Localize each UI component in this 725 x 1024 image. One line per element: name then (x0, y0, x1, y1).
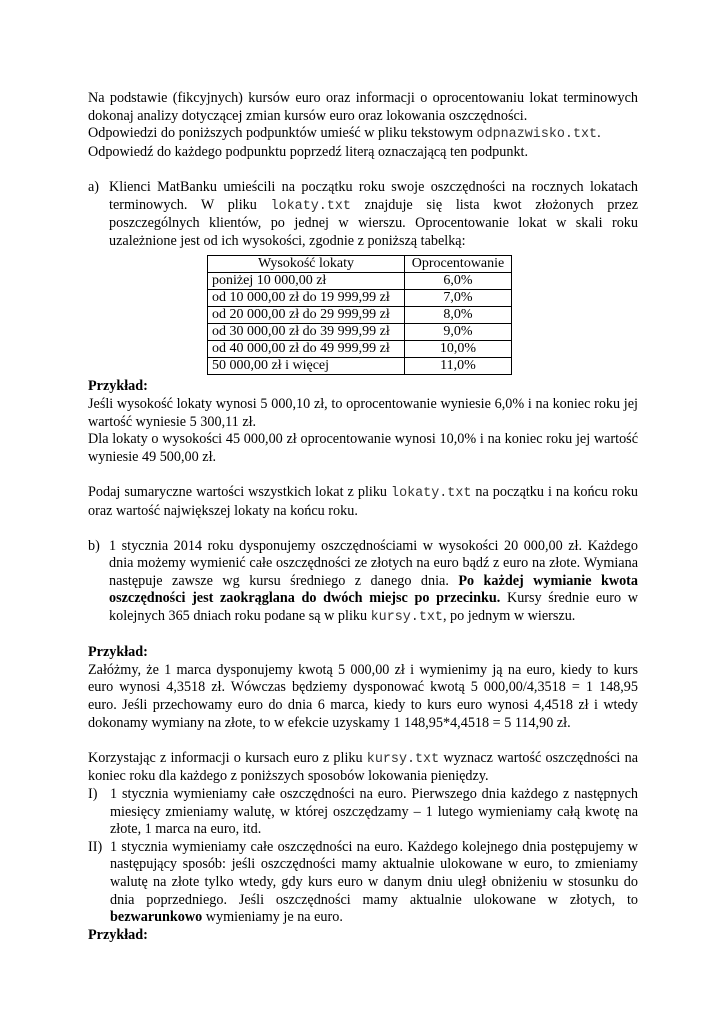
task-b-method-2 (88, 839, 638, 927)
table-header-amount: Wysokość lokaty (208, 256, 405, 273)
task-b-question-text-cont: wyznacz wartość oszczędności na koniec roku dla każdego z poniższych sposobów lokowania pieniędzy. (88, 749, 638, 785)
task-a-label: a) (88, 178, 100, 195)
method-2-bold-word: bezwarunkowo (110, 909, 203, 926)
task-b-label: b) (88, 537, 100, 554)
task-b-example-heading-2 (88, 927, 638, 945)
answer-filename: odpnazwisko.txt (476, 127, 598, 143)
table-row (208, 273, 512, 290)
table-cell-amount: 50 000,00 zł i więcej (208, 358, 405, 375)
table-row (208, 307, 512, 324)
example-heading-text: Przykład: (88, 926, 148, 943)
example-heading-text: Przykład: (88, 644, 148, 661)
task-b-text-mid: Kursy średnie euro w kolejnych 365 dniach roku podane są w pliku (109, 590, 639, 625)
task-b-example: Załóżmy, że 1 marca dysponujemy kwotą 5 000,00 zł i wymienimy ją na euro, kiedy to kurs euro wynosi 4,3518 zł. Wówczas będziemy dysponować kwotą 5 000,00/4,3518 = 1 148,95 euro. Jeśli przechowamy euro do dnia 6 marca, kiedy to kurs euro wynosi 4,4518 zł i wtedy dokonamy wymiany na złote, to w efekcie uzyskamy 1 148,95*4,4518 = 5 114,90 zł. (88, 661, 638, 731)
task-b-description (109, 538, 638, 627)
method-2-text-start: 1 stycznia wymieniamy całe oszczędności na euro. Każdego kolejnego dnia postępujemy w następujący sposób: jeśli oszczędności mamy aktualnie ulokowane w euro, to zmieniamy walutę na złote tylko wtedy, gdy kurs euro w danym dniu uległ obniżeniu w stosunku do dnia poprzedniego. Jeśli oszczędności mamy aktualnie ulokowane w złotych, to (110, 838, 638, 908)
interest-rate-table (207, 255, 512, 375)
table-header-rate: Oprocentowanie (405, 256, 512, 273)
task-a-question-text-cont: na początku i na końcu roku oraz wartość największej lokaty na końcu roku. (88, 483, 639, 519)
task-a-question (88, 484, 638, 520)
table-cell-rate: 7,0% (405, 290, 512, 307)
task-a-example-2: Dla lokaty o wysokości 45 000,00 zł oprocentowanie wynosi 10,0% i na koniec roku jej wartość wyniesie 49 500,00 zł. (88, 431, 638, 465)
table-header-row (208, 256, 512, 273)
table-cell-amount: od 20 000,00 zł do 29 999,99 zł (208, 307, 405, 324)
table-cell-rate: 9,0% (405, 324, 512, 341)
task-b (88, 538, 638, 627)
task-b-filename: kursy.txt (370, 610, 443, 626)
task-b-question-filename: kursy.txt (366, 751, 440, 767)
table-row (208, 358, 512, 375)
task-a-text-cont: znajduje się lista kwot złożonych przez poszczególnych klientów, po jednej w wierszu. Oprocentowanie lokat w skali roku uzależnione jest od ich wysokości, zgodnie z poniższą tabelką: (109, 196, 638, 249)
example-heading-text: Przykład: (88, 378, 148, 395)
task-a-question-filename: lokaty.txt (391, 485, 472, 501)
table-cell-rate: 11,0% (405, 358, 512, 375)
intro-answer-file-line (88, 125, 638, 144)
table-cell-amount: od 30 000,00 zł do 39 999,99 zł (208, 324, 405, 341)
task-b-question (88, 750, 638, 786)
task-a-description (109, 179, 638, 250)
method-1-label: I) (88, 786, 98, 802)
task-b-bold-rule: Po każdej wymianie kwota oszczędności jest zaokrąglana do dwóch miejsc po przecinku. (109, 572, 638, 607)
intro-paragraph: Na podstawie (fikcyjnych) kursów euro oraz informacji o oprocentowaniu lokat terminowych dokonaj analizy dotyczącej zmian kursów euro oraz lokowania oszczędności. (88, 90, 638, 124)
table-cell-rate: 10,0% (405, 341, 512, 358)
table-row (208, 324, 512, 341)
method-1-text: 1 stycznia wymieniamy całe oszczędności na euro. Pierwszego dnia każdego z następnych miesięcy zmieniamy walutę, w której oszczędzamy – 1 lutego wymieniamy całą kwotę na złote, 1 marca na euro, itd. (110, 786, 638, 838)
intro-answer-text: Odpowiedzi do poniższych podpunktów umieść w pliku tekstowym (88, 125, 477, 142)
table-cell-amount: poniżej 10 000,00 zł (208, 273, 405, 290)
intro-answer-period: . (597, 125, 601, 142)
task-b-method-1 (88, 786, 638, 839)
task-b-question-text: Korzystając z informacji o kursach euro z pliku (88, 749, 367, 766)
method-2-label: II) (88, 838, 103, 855)
table-cell-rate: 8,0% (405, 307, 512, 324)
task-a-filename: lokaty.txt (270, 198, 351, 214)
table-row (208, 341, 512, 358)
method-2-text (110, 839, 638, 927)
task-a (88, 179, 638, 250)
task-b-example-heading (88, 644, 638, 662)
table-row (208, 290, 512, 307)
method-2-text-end: wymieniamy je na euro. (202, 909, 343, 926)
task-a-text: Klienci MatBanku umieścili na początku roku swoje oszczędności na rocznych lokatach terminowych. W pliku (109, 178, 638, 213)
document-page (88, 90, 638, 944)
table-cell-amount: od 40 000,00 zł do 49 999,99 zł (208, 341, 405, 358)
task-b-text: 1 stycznia 2014 roku dysponujemy oszczędnościami w wysokości 20 000,00 zł. Każdego dnia możemy wymienić całe oszczędności ze złotych na euro bądź z euro na złote. Wymiana następuje zawsze wg kursu średniego z danego dnia. (109, 537, 638, 589)
task-a-example-heading (88, 378, 638, 396)
task-b-text-end: , po jednym w wierszu. (442, 608, 576, 625)
intro-instruction: Odpowiedź do każdego podpunktu poprzedź literą oznaczającą ten podpunkt. (88, 143, 529, 160)
task-a-question-text: Podaj sumaryczne wartości wszystkich lokat z pliku (88, 483, 392, 500)
task-a-example-1: Jeśli wysokość lokaty wynosi 5 000,10 zł, to oprocentowanie wyniesie 6,0% i na koniec roku jej wartość wyniesie 5 300,11 zł. (88, 395, 638, 430)
table-cell-amount: od 10 000,00 zł do 19 999,99 zł (208, 290, 405, 307)
table-cell-rate: 6,0% (405, 273, 512, 290)
